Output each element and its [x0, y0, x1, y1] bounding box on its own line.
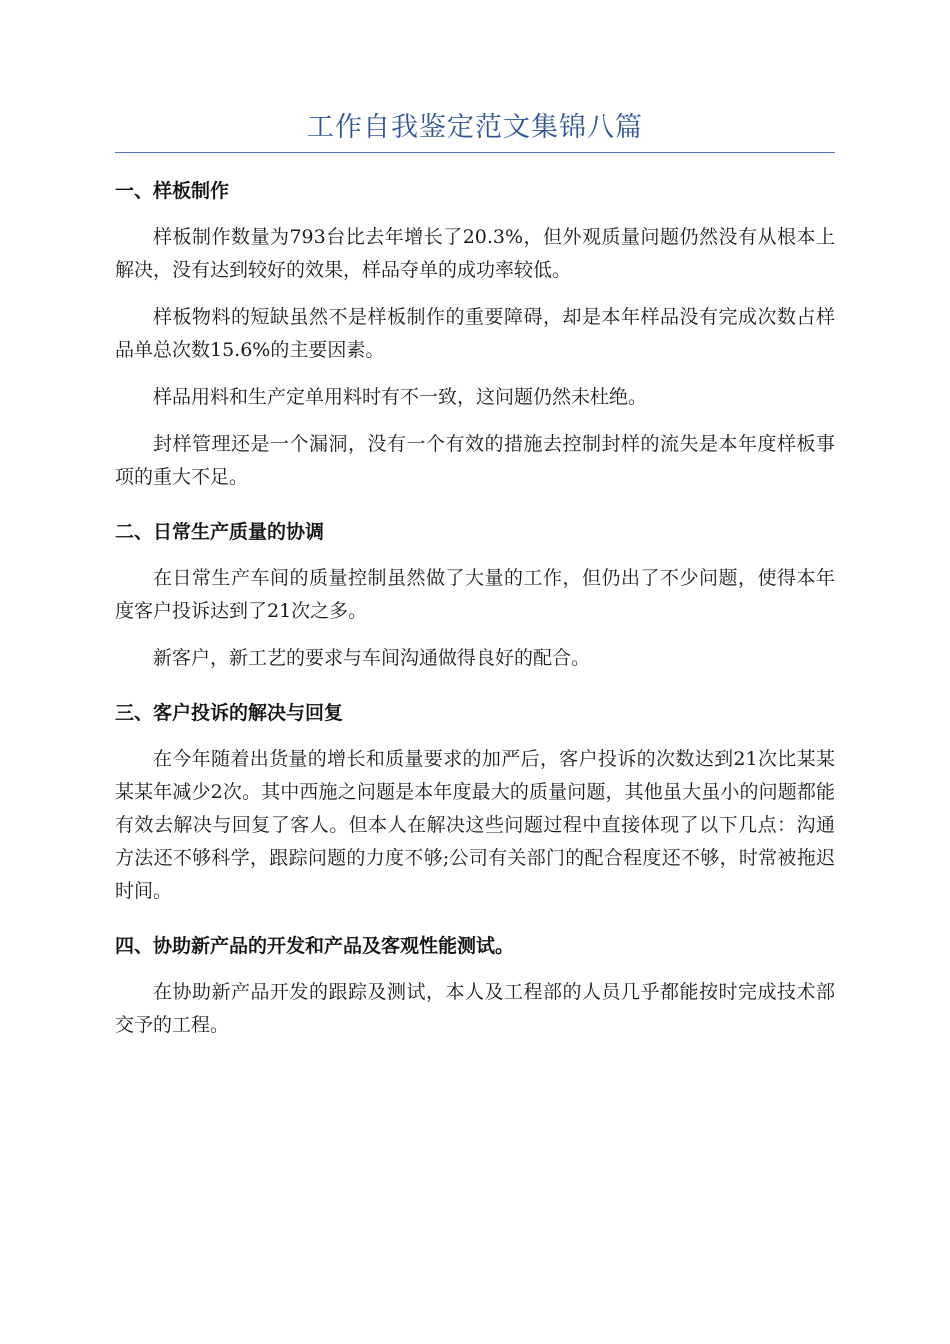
- section-heading: 二、日常生产质量的协调: [115, 521, 325, 543]
- document-title: 工作自我鉴定范文集锦八篇: [115, 108, 835, 153]
- section-heading: 四、协助新产品的开发和产品及客观性能测试。: [115, 935, 515, 957]
- paragraph: 样板物料的短缺虽然不是样板制作的重要障碍，却是本年样品没有完成次数占样品单总次数15.6%的主要因素。: [115, 306, 835, 361]
- paragraph: 在今年随着出货量的增长和质量要求的加严后，客户投诉的次数达到21次比某某某某年减少2次。其中西施之问题是本年度最大的质量问题，其他虽大虽小的问题都能有效去解决与回复了客人。但本人在解决这些问题过程中直接体现了以下几点：沟通方法还不够科学，跟踪问题的力度不够;公司有关部门的配合程度还不够，时常被拖迟时间。: [115, 748, 835, 902]
- document-page: [115, 108, 835, 1042]
- paragraph: 在日常生产车间的质量控制虽然做了大量的工作，但仍出了不少问题，使得本年度客户投诉达到了21次之多。: [115, 567, 835, 622]
- paragraph: 样板制作数量为793台比去年增长了20.3%，但外观质量问题仍然没有从根本上解决，没有达到较好的效果，样品夺单的成功率较低。: [115, 226, 835, 281]
- section-sample-making: [115, 175, 835, 494]
- paragraph: 封样管理还是一个漏洞，没有一个有效的措施去控制封样的流失是本年度样板事项的重大不足。: [115, 433, 835, 488]
- paragraph: 在协助新产品开发的跟踪及测试，本人及工程部的人员几乎都能按时完成技术部交予的工程。: [115, 981, 835, 1036]
- section-heading: 三、客户投诉的解决与回复: [115, 702, 344, 724]
- paragraph: 新客户，新工艺的要求与车间沟通做得良好的配合。: [153, 647, 591, 669]
- paragraph: 样品用料和生产定单用料时有不一致，这问题仍然未杜绝。: [153, 386, 648, 408]
- section-heading: 一、样板制作: [115, 180, 230, 202]
- section-new-product-development: [115, 930, 835, 1042]
- section-production-quality: [115, 516, 835, 675]
- section-customer-complaints: [115, 697, 835, 908]
